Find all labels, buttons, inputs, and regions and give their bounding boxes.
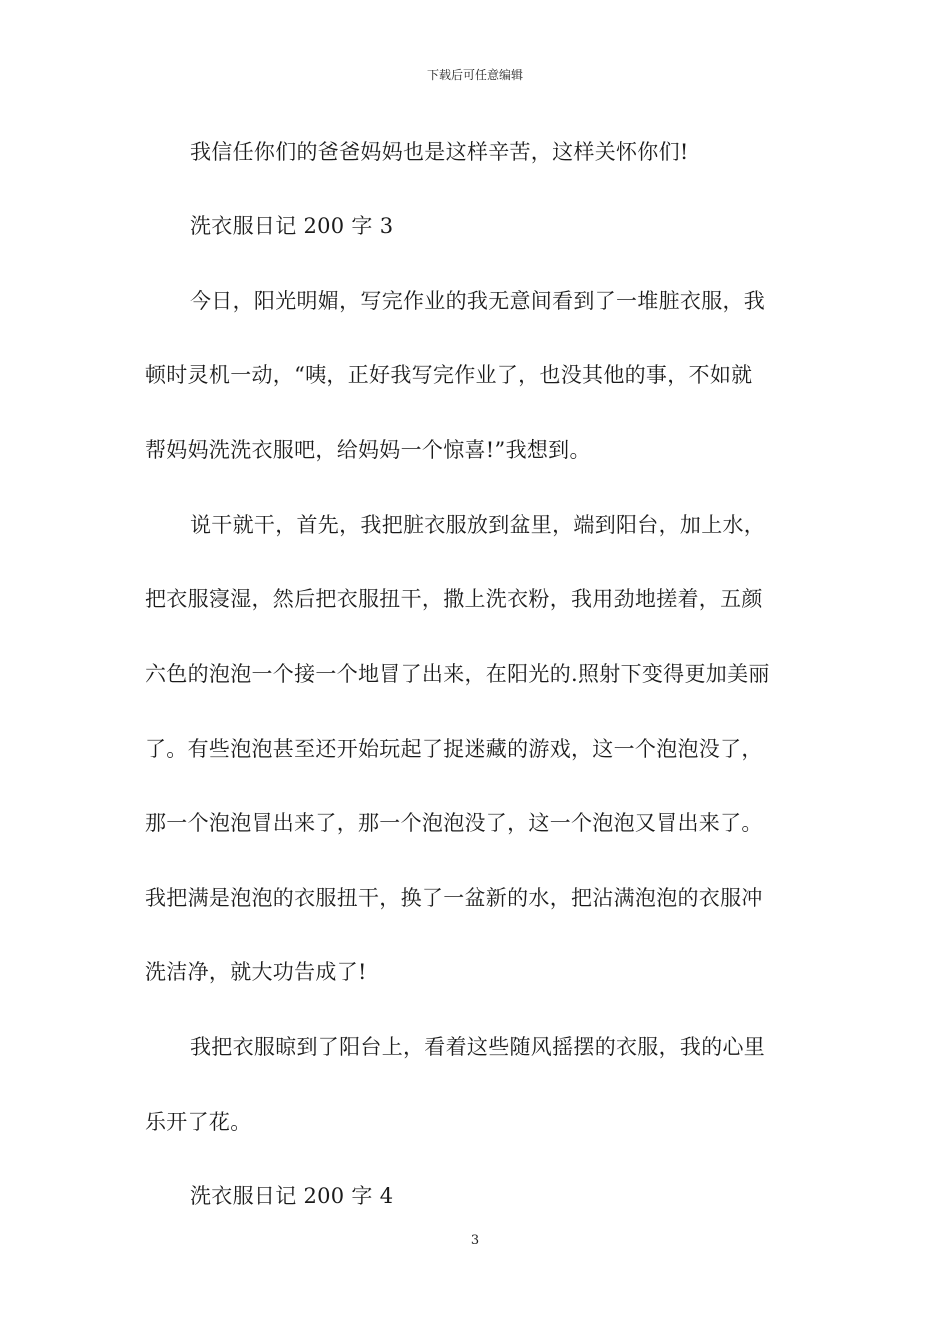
- page-number: 3: [470, 1233, 480, 1248]
- paragraph-line: 我把衣服晾到了阳台上，看着这些随风摇摆的衣服，我的心里: [190, 1035, 766, 1059]
- section-heading: 洗衣服日记 200 字 4: [190, 1184, 394, 1208]
- paragraph-line: 我把满是泡泡的衣服扭干，换了一盆新的水，把沾满泡泡的衣服冲: [145, 886, 763, 910]
- paragraph-line: 六色的泡泡一个接一个地冒了出来，在阳光的.照射下变得更加美丽: [145, 662, 770, 686]
- paragraph-line: 说干就干，首先，我把脏衣服放到盆里，端到阳台，加上水，: [190, 513, 766, 537]
- paragraph-line: 顿时灵机一动，“咦，正好我写完作业了，也没其他的事，不如就: [145, 363, 753, 387]
- paragraph-line: 把衣服寖湿，然后把衣服扭干，撒上洗衣粉，我用劲地搓着，五颜: [145, 587, 763, 611]
- section-heading: 洗衣服日记 200 字 3: [190, 214, 394, 238]
- paragraph-line: 今日，阳光明媚，写完作业的我无意间看到了一堆脏衣服，我: [190, 289, 766, 313]
- header-note: 下载后可任意编辑: [426, 68, 523, 82]
- paragraph-line: 了。有些泡泡甚至还开始玩起了捉迷藏的游戏，这一个泡泡没了，: [145, 737, 763, 761]
- paragraph-line: 我信任你们的爸爸妈妈也是这样辛苦，这样关怀你们!: [190, 140, 689, 164]
- paragraph-line: 洗洁净，就大功告成了!: [145, 960, 367, 984]
- paragraph-line: 那一个泡泡冒出来了，那一个泡泡没了，这一个泡泡又冒出来了。: [145, 811, 763, 835]
- paragraph-line: 乐开了花。: [145, 1110, 252, 1134]
- paragraph-line: 帮妈妈洗洗衣服吧，给妈妈一个惊喜!”我想到。: [145, 438, 591, 462]
